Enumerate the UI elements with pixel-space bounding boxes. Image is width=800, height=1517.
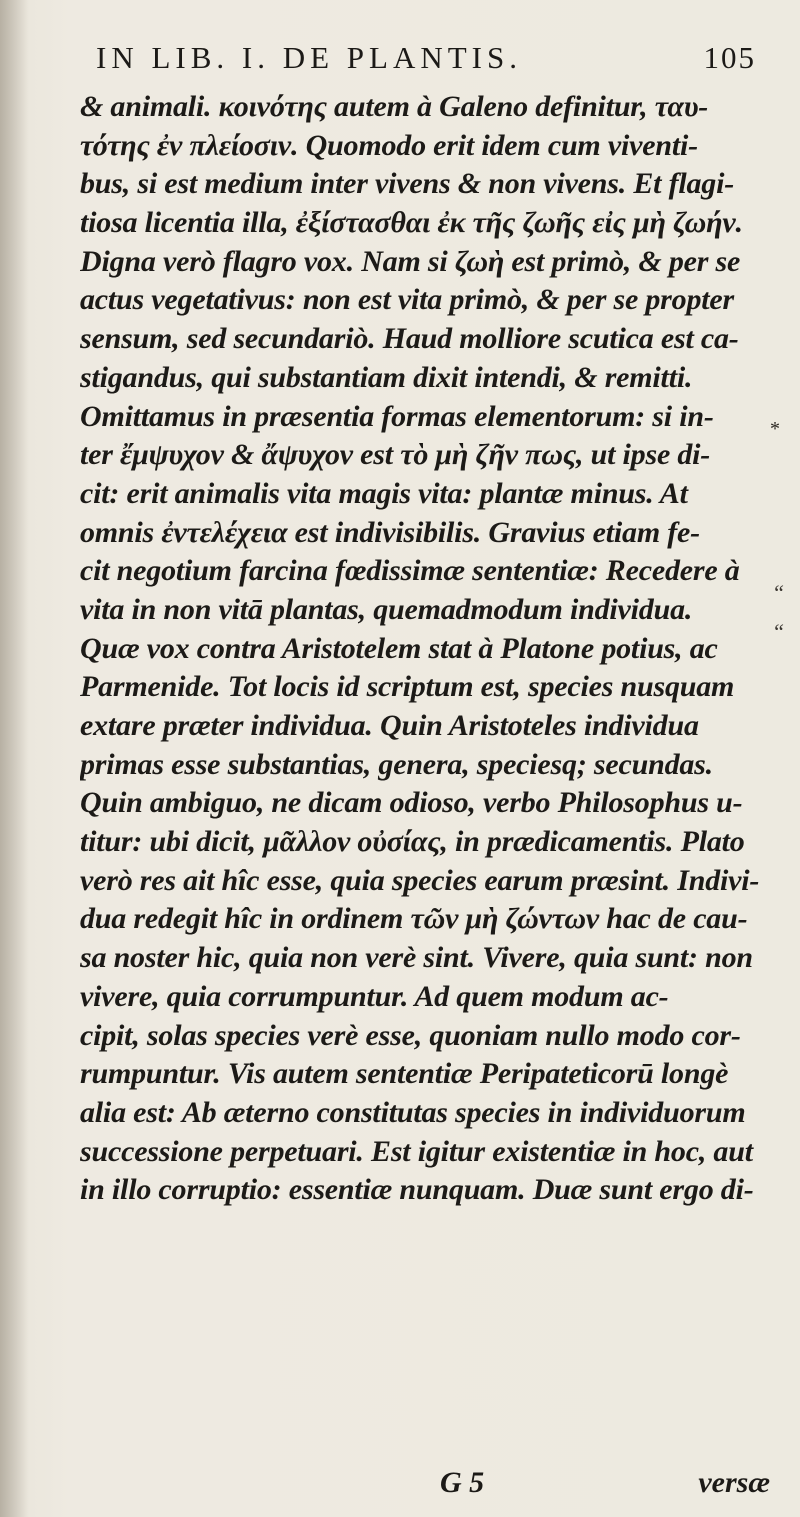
margin-quote-mark: “ <box>772 619 785 644</box>
margin-quote-mark: “ <box>772 580 785 605</box>
text-line: extare præter individua. Quin Aristoteles individua <box>80 709 699 742</box>
text-line: verò res ait hîc esse, quia species earum præsint. Indivi- <box>80 863 760 897</box>
page-header <box>96 40 756 84</box>
text-line: dua redegit hîc in ordinem τῶν μὴ ζώντων hac de cau- <box>80 902 748 936</box>
text-line: actus vegetativus: non est vita primò, & per se propter <box>80 283 734 317</box>
page-number: 105 <box>703 40 756 75</box>
text-line: cipit, solas species verè esse, quoniam nullo modo cor- <box>80 1018 741 1052</box>
text-line: bus, si est medium inter vivens & non vivens. Et flagi- <box>80 167 735 201</box>
text-line: stigandus, qui substantiam dixit intendi, & remitti. <box>80 360 693 394</box>
signature-mark: G 5 <box>440 1466 485 1499</box>
running-title: IN LIB. I. DE PLANTIS. <box>96 40 522 75</box>
text-line: in illo corruptio: essentiæ nunquam. Duæ sunt ergo di- <box>80 1173 754 1207</box>
text-line: omnis ἐντελέχεια est indivisibilis. Gravius etiam fe- <box>80 515 700 549</box>
text-line: sa noster hic, quia non verè sint. Vivere, quia sunt: non <box>80 941 753 975</box>
text-line: rumpuntur. Vis autem sententiæ Peripateticorū longè <box>80 1057 729 1091</box>
text-line: titur: ubi dicit, μᾶλλον οὐσίας, in prædicamentis. Plato <box>80 825 745 859</box>
text-line: Quæ vox contra Aristotelem stat à Platone potius, ac <box>80 631 718 665</box>
text-line: Omittamus in præsentia formas elementorum: si in- <box>80 399 714 433</box>
text-line: cit negotium farcina fœdissimæ sententiæ: Recedere à <box>80 554 740 588</box>
text-line: successione perpetuari. Est igitur existentiæ in hoc, aut <box>80 1134 753 1168</box>
text-line: τότης ἐν πλείοσιν. Quomodo erit idem cum viventi- <box>80 128 698 162</box>
text-line: vivere, quia corrumpuntur. Ad quem modum ac- <box>80 979 669 1013</box>
catchword: versæ <box>698 1466 770 1499</box>
gutter-shadow <box>0 0 28 1517</box>
margin-asterisk: * <box>770 418 780 440</box>
text-line: tiosa licentia illa, ἐξίστασθαι ἐκ τῆς ζωῆς εἰς μὴ ζωήν. <box>80 206 743 240</box>
text-line: Quin ambiguo, ne dicam odioso, verbo Philosophus u- <box>80 786 743 820</box>
text-line: primas esse substantias, genera, speciesq; secundas. <box>80 747 713 781</box>
text-line: & animali. κοινότης autem à Galeno definitur, ταυ- <box>80 90 709 123</box>
text-line: sensum, sed secundariò. Haud molliore scutica est ca- <box>80 322 739 356</box>
text-line: Digna verò flagro vox. Nam si ζωὴ est primò, & per se <box>80 244 741 278</box>
body-text <box>80 88 770 1210</box>
text-line: alia est: Ab æterno constitutas species in individuorum <box>80 1095 746 1129</box>
text-line: ter ἔμψυχον & ἄψυχον est τὸ μὴ ζῆν πως, ut ipse di- <box>80 438 711 472</box>
text-line: cit: erit animalis vita magis vita: plantæ minus. At <box>80 476 688 510</box>
page-footer <box>80 1466 770 1506</box>
text-line: Parmenide. Tot locis id scriptum est, species nusquam <box>80 670 735 704</box>
text-line: vita in non vitā plantas, quemadmodum individua. <box>80 592 693 626</box>
